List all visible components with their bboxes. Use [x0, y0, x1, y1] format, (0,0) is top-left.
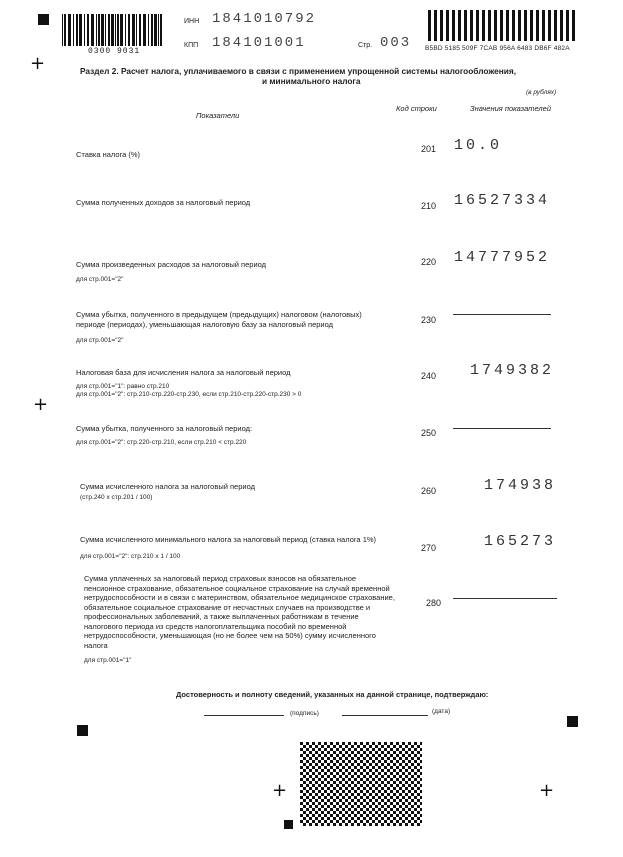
units-label: (в рублях) [526, 89, 557, 96]
registration-mark [567, 716, 578, 727]
row-230-code: 230 [421, 315, 437, 325]
row-220-label: Сумма произведенных расходов за налоговый период [76, 260, 267, 269]
barcode-number: 0300 9031 [88, 47, 141, 56]
row-230-label-line2: периоде (периодах), уменьшающая налоговую базу за налоговый период [76, 320, 333, 329]
column-header-values: Значения показателей [470, 104, 552, 113]
row-240-value: 1749382 [470, 362, 555, 379]
row-201-value: 10.0 [454, 137, 503, 154]
registration-mark [38, 14, 49, 25]
row-270-value: 165273 [484, 533, 557, 550]
inn-label: ИНН [184, 18, 200, 25]
signature-line[interactable] [204, 715, 284, 716]
inn-value: 1841010792 [212, 11, 317, 27]
row-201-code: 201 [421, 144, 437, 154]
row-270-label: Сумма исчисленного минимального налога за налоговый период (ставка налога 1%) [80, 535, 377, 544]
column-header-code: Код строки [396, 104, 437, 113]
qr-code-text: B5BD 5185 509F 7CAB 956A 6483 DB6F 482A [425, 45, 570, 52]
row-260-code: 260 [421, 486, 437, 496]
row-220-code: 220 [421, 257, 437, 267]
column-header-indicators: Показатели [196, 111, 240, 120]
row-280-label: пенсионное страхование, обязательное социальное страхование на случай временной [84, 583, 390, 593]
row-210-value: 16527334 [454, 192, 551, 209]
row-280-label: нетрудоспособности, уменьшающая (но не более чем на 50%) сумму исчисленного [84, 631, 376, 640]
row-250-code: 250 [421, 428, 437, 438]
row-210-code: 210 [421, 201, 437, 211]
qr-code [428, 10, 578, 41]
row-260-value: 174938 [484, 477, 557, 494]
row-280-label: обязательное социальное страхование от несчастных случаев на производстве и [84, 602, 371, 612]
date-label: (дата) [432, 708, 451, 715]
registration-mark [284, 820, 293, 829]
row-280-label: Сумма уплаченных за налоговый период страховых взносов на обязательное [84, 574, 357, 583]
row-280-note: для стр.001="1" [84, 657, 132, 664]
date-line[interactable] [342, 715, 428, 716]
signature-label: (подпись) [290, 710, 319, 717]
row-240-label: Налоговая база для исчисления налога за налоговый период [76, 368, 291, 377]
page-number: 003 [380, 35, 412, 51]
page-label: Стр. [358, 42, 373, 49]
row-280-label: налогового периода из средств налогоплательщика пособий по временной [84, 621, 347, 631]
crosshair-icon: + [30, 53, 46, 74]
row-240-note1: для стр.001="1": равно стр.210 [76, 383, 170, 390]
row-280-empty-value [453, 598, 557, 599]
footer-qr-code [300, 742, 422, 826]
kpp-label: КПП [184, 42, 199, 49]
row-230-empty-value [453, 314, 551, 315]
row-260-note: (стр.240 х стр.201 / 100) [80, 494, 153, 501]
row-280-code: 280 [426, 598, 442, 608]
row-210-label: Сумма полученных доходов за налоговый период [76, 198, 251, 207]
row-250-empty-value [453, 428, 551, 429]
row-240-note2: для стр.001="2": стр.210-стр.220-стр.230, если стр.210-стр.220-стр.230 > 0 [76, 391, 302, 398]
row-240-code: 240 [421, 371, 437, 381]
confirmation-text: Достоверность и полноту сведений, указанных на данной странице, подтверждаю: [176, 690, 489, 699]
row-220-value: 14777952 [454, 249, 551, 266]
crosshair-icon: + [539, 780, 555, 801]
row-201-label: Ставка налога (%) [76, 150, 141, 159]
row-280-label: налога [84, 640, 108, 650]
row-220-note: для стр.001="2" [76, 276, 124, 283]
header-barcode [62, 14, 162, 46]
row-270-note: для стр.001="2": стр.210 х 1 / 100 [80, 553, 181, 560]
row-230-note: для стр.001="2" [76, 337, 124, 344]
crosshair-icon: + [33, 394, 49, 415]
section-title: Раздел 2. Расчет налога, уплачиваемого в связи с применением упрощенной системы налогообложения, [80, 66, 516, 76]
registration-mark [77, 725, 88, 736]
row-230-label: Сумма убытка, полученного в предыдущем (предыдущих) налоговом (налоговых) [76, 310, 362, 319]
kpp-value: 184101001 [212, 35, 306, 51]
row-260-label: Сумма исчисленного налога за налоговый период [80, 482, 255, 491]
section-title-line2: и минимального налога [262, 76, 361, 86]
row-280-label: профессиональных заболеваний, а также выплаченных работникам в течение [84, 612, 359, 621]
crosshair-icon: + [272, 780, 288, 801]
row-250-label: Сумма убытка, полученного за налоговый период: [76, 424, 253, 433]
row-280-label: нетрудоспособности и в связи с материнством, обязательное медицинское страхование, [84, 593, 395, 602]
row-270-code: 270 [421, 543, 437, 553]
row-250-note: для стр.001="2": стр.220-стр.210, если стр.210 < стр.220 [76, 439, 247, 446]
